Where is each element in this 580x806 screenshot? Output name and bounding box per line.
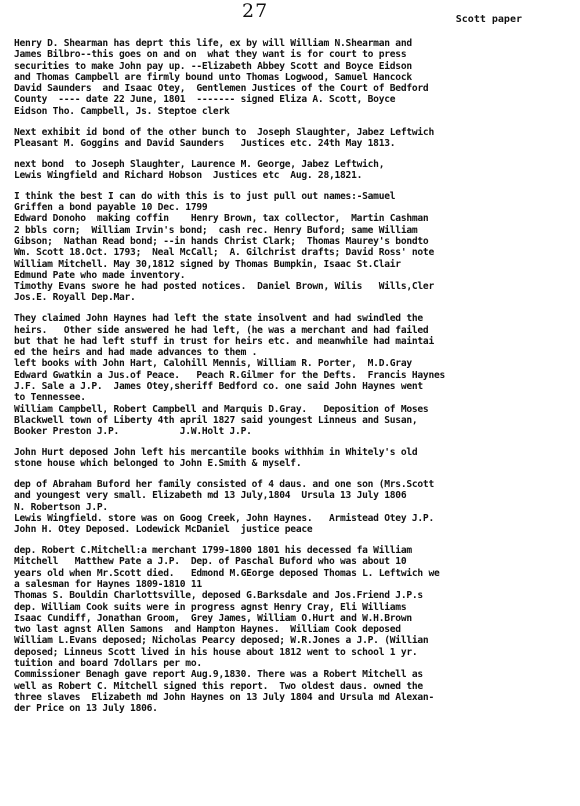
text-line: dep. Robert C.Mitchell:a merchant 1799-1800 1801 his decessed fa William bbox=[14, 545, 412, 557]
text-line: securities to make John pay up. --Elizabeth Abbey Scott and Boyce Eidson bbox=[14, 60, 412, 72]
text-line: two last agnst Allen Samons and Hampton Haynes. William Cook deposed bbox=[14, 624, 401, 636]
text-line: N. Robertson J.P. bbox=[14, 501, 108, 513]
paragraph bbox=[14, 313, 576, 437]
text-line: William Campbell, Robert Campbell and Marquis D.Gray. Deposition of Moses bbox=[14, 403, 429, 415]
paragraph bbox=[14, 447, 576, 470]
text-line: a salesman for Haynes 1809-1810 11 bbox=[14, 578, 202, 590]
text-line: William L.Evans deposed; Nicholas Pearcy deposed; W.R.Jones a J.P. (Willian bbox=[14, 635, 429, 647]
text-line: Isaac Cundiff, Jonathan Groom, Grey James, William O.Hurt and W.H.Brown bbox=[14, 612, 412, 624]
text-line: County ---- date 22 June, 1801 ------- signed Eliza A. Scott, Boyce bbox=[14, 94, 396, 106]
text-line: They claimed John Haynes had left the state insolvent and had swindled the bbox=[14, 313, 423, 325]
text-line: heirs. Other side answered he had left, (he was a merchant and had failed bbox=[14, 324, 429, 336]
text-line: Edward Gwatkin a Jus.of Peace. Peach R.Gilmer for the Defts. Francis Haynes bbox=[14, 369, 446, 381]
text-line: tuition and board 7dollars per mo. bbox=[14, 658, 202, 670]
text-line: William Mitchell. May 30,1812 signed by Thomas Bumpkin, Isaac St.Clair bbox=[14, 258, 401, 270]
text-line: Jos.E. Royall Dep.Mar. bbox=[14, 292, 136, 304]
text-line: 2 bbls corn; William Irvin's bond; cash rec. Henry Buford; same William bbox=[14, 224, 418, 236]
paragraph bbox=[14, 127, 576, 150]
text-line: and youngest very small. Elizabeth md 13 July,1804 Ursula 13 July 1806 bbox=[14, 490, 407, 502]
paragraph bbox=[14, 159, 576, 182]
text-line: Booker Preston J.P. J.W.Holt J.P. bbox=[14, 426, 252, 438]
paragraph bbox=[14, 545, 576, 714]
text-line: Lewis Wingfield and Richard Hobson Justices etc Aug. 28,1821. bbox=[14, 169, 363, 181]
text-line: well as Robert C. Mitchell signed this report. Two oldest daus. owned the bbox=[14, 680, 423, 692]
document-body bbox=[14, 38, 576, 724]
text-line: stone house which belonged to John E.Smith & myself. bbox=[14, 458, 302, 470]
text-line: Pleasant M. Goggins and David Saunders Justices etc. 24th May 1813. bbox=[14, 137, 396, 149]
text-line: dep of Abraham Buford her family consisted of 4 daus. and one son (Mrs.Scott bbox=[14, 479, 434, 491]
text-line: David Saunders and Isaac Otey, Gentlemen Justices of the Court of Bedford bbox=[14, 83, 429, 95]
text-line: Timothy Evans swore he had posted notices. Daniel Brown, Wilis Wills,Cler bbox=[14, 281, 434, 293]
text-line: left books with John Hart, Calohill Mennis, William R. Porter, M.D.Gray bbox=[14, 358, 412, 370]
text-line: deposed; Linneus Scott lived in his house about 1812 went to school 1 yr. bbox=[14, 646, 418, 658]
text-line: der Price on 13 July 1806. bbox=[14, 703, 158, 715]
text-line: I think the best I can do with this is to just pull out names:-Samuel bbox=[14, 190, 396, 202]
text-line: and Thomas Campbell are firmly bound unto Thomas Logwood, Samuel Hancock bbox=[14, 71, 412, 83]
text-line: James Bilbro--this goes on and on what they want is for court to press bbox=[14, 49, 407, 61]
paragraph bbox=[14, 191, 576, 304]
text-line: John Hurt deposed John left his mercantile books withhim in Whitely's old bbox=[14, 447, 418, 458]
text-line: Edmund Pate who made inventory. bbox=[14, 269, 186, 281]
text-line: J.F. Sale a J.P. James Otey,sheriff Bedford co. one said John Haynes went bbox=[14, 381, 423, 393]
text-line: Next exhibit id bond of the other bunch to Joseph Slaughter, Jabez Leftwich bbox=[14, 126, 434, 138]
paragraph bbox=[14, 479, 576, 535]
text-line: ed the heirs and had made advances to them . bbox=[14, 347, 258, 359]
text-line: John H. Otey Deposed. Lodewick McDaniel justice peace bbox=[14, 524, 313, 536]
text-line: three slaves Elizabeth md John Haynes on 13 July 1804 and Ursula md Alexan- bbox=[14, 691, 434, 703]
text-line: next bond to Joseph Slaughter, Laurence M. George, Jabez Leftwich, bbox=[14, 158, 385, 170]
text-line: Wm. Scott 18.Oct. 1793; Neal McCall; A. Gilchrist drafts; David Ross' note bbox=[14, 247, 434, 259]
text-line: to Tennessee. bbox=[14, 392, 86, 404]
text-line: Mitchell Matthew Pate a J.P. Dep. of Paschal Buford who was about 10 bbox=[14, 556, 407, 568]
text-line: Lewis Wingfield. store was on Goog Creek, John Haynes. Armistead Otey J.P. bbox=[14, 512, 434, 524]
paragraph bbox=[14, 38, 576, 117]
text-line: Henry D. Shearman has deprt this life, ex by will William N.Shearman and bbox=[14, 38, 412, 49]
text-line: Edward Donoho making coffin Henry Brown, tax collector, Martin Cashman bbox=[14, 213, 429, 225]
text-line: Thomas S. Bouldin Charlottsville, deposed G.Barksdale and Jos.Friend J.P.s bbox=[14, 590, 423, 602]
page-number: 27 bbox=[242, 0, 269, 22]
text-line: Blackwell town of Liberty 4th april 1827 said youngest Linneus and Susan, bbox=[14, 414, 418, 426]
text-line: dep. William Cook suits were in progress agnst Henry Cray, Eli Williams bbox=[14, 601, 407, 613]
text-line: but that he had left stuff in trust for heirs etc. and meanwhile had maintai bbox=[14, 335, 434, 347]
running-head: Scott paper bbox=[455, 14, 522, 25]
text-line: Eidson Tho. Campbell, Js. Steptoe clerk bbox=[14, 105, 230, 117]
text-line: Griffen a bond payable 10 Dec. 1799 bbox=[14, 202, 208, 214]
text-line: Gibson; Nathan Read bond; --in hands Christ Clark; Thomas Maurey's bondto bbox=[14, 235, 429, 247]
text-line: years old when Mr.Scott died. Edmond M.GEorge deposed Thomas L. Leftwich we bbox=[14, 567, 440, 579]
text-line: Commissioner Benagh gave report Aug.9,1830. There was a Robert Mitchell as bbox=[14, 669, 423, 681]
